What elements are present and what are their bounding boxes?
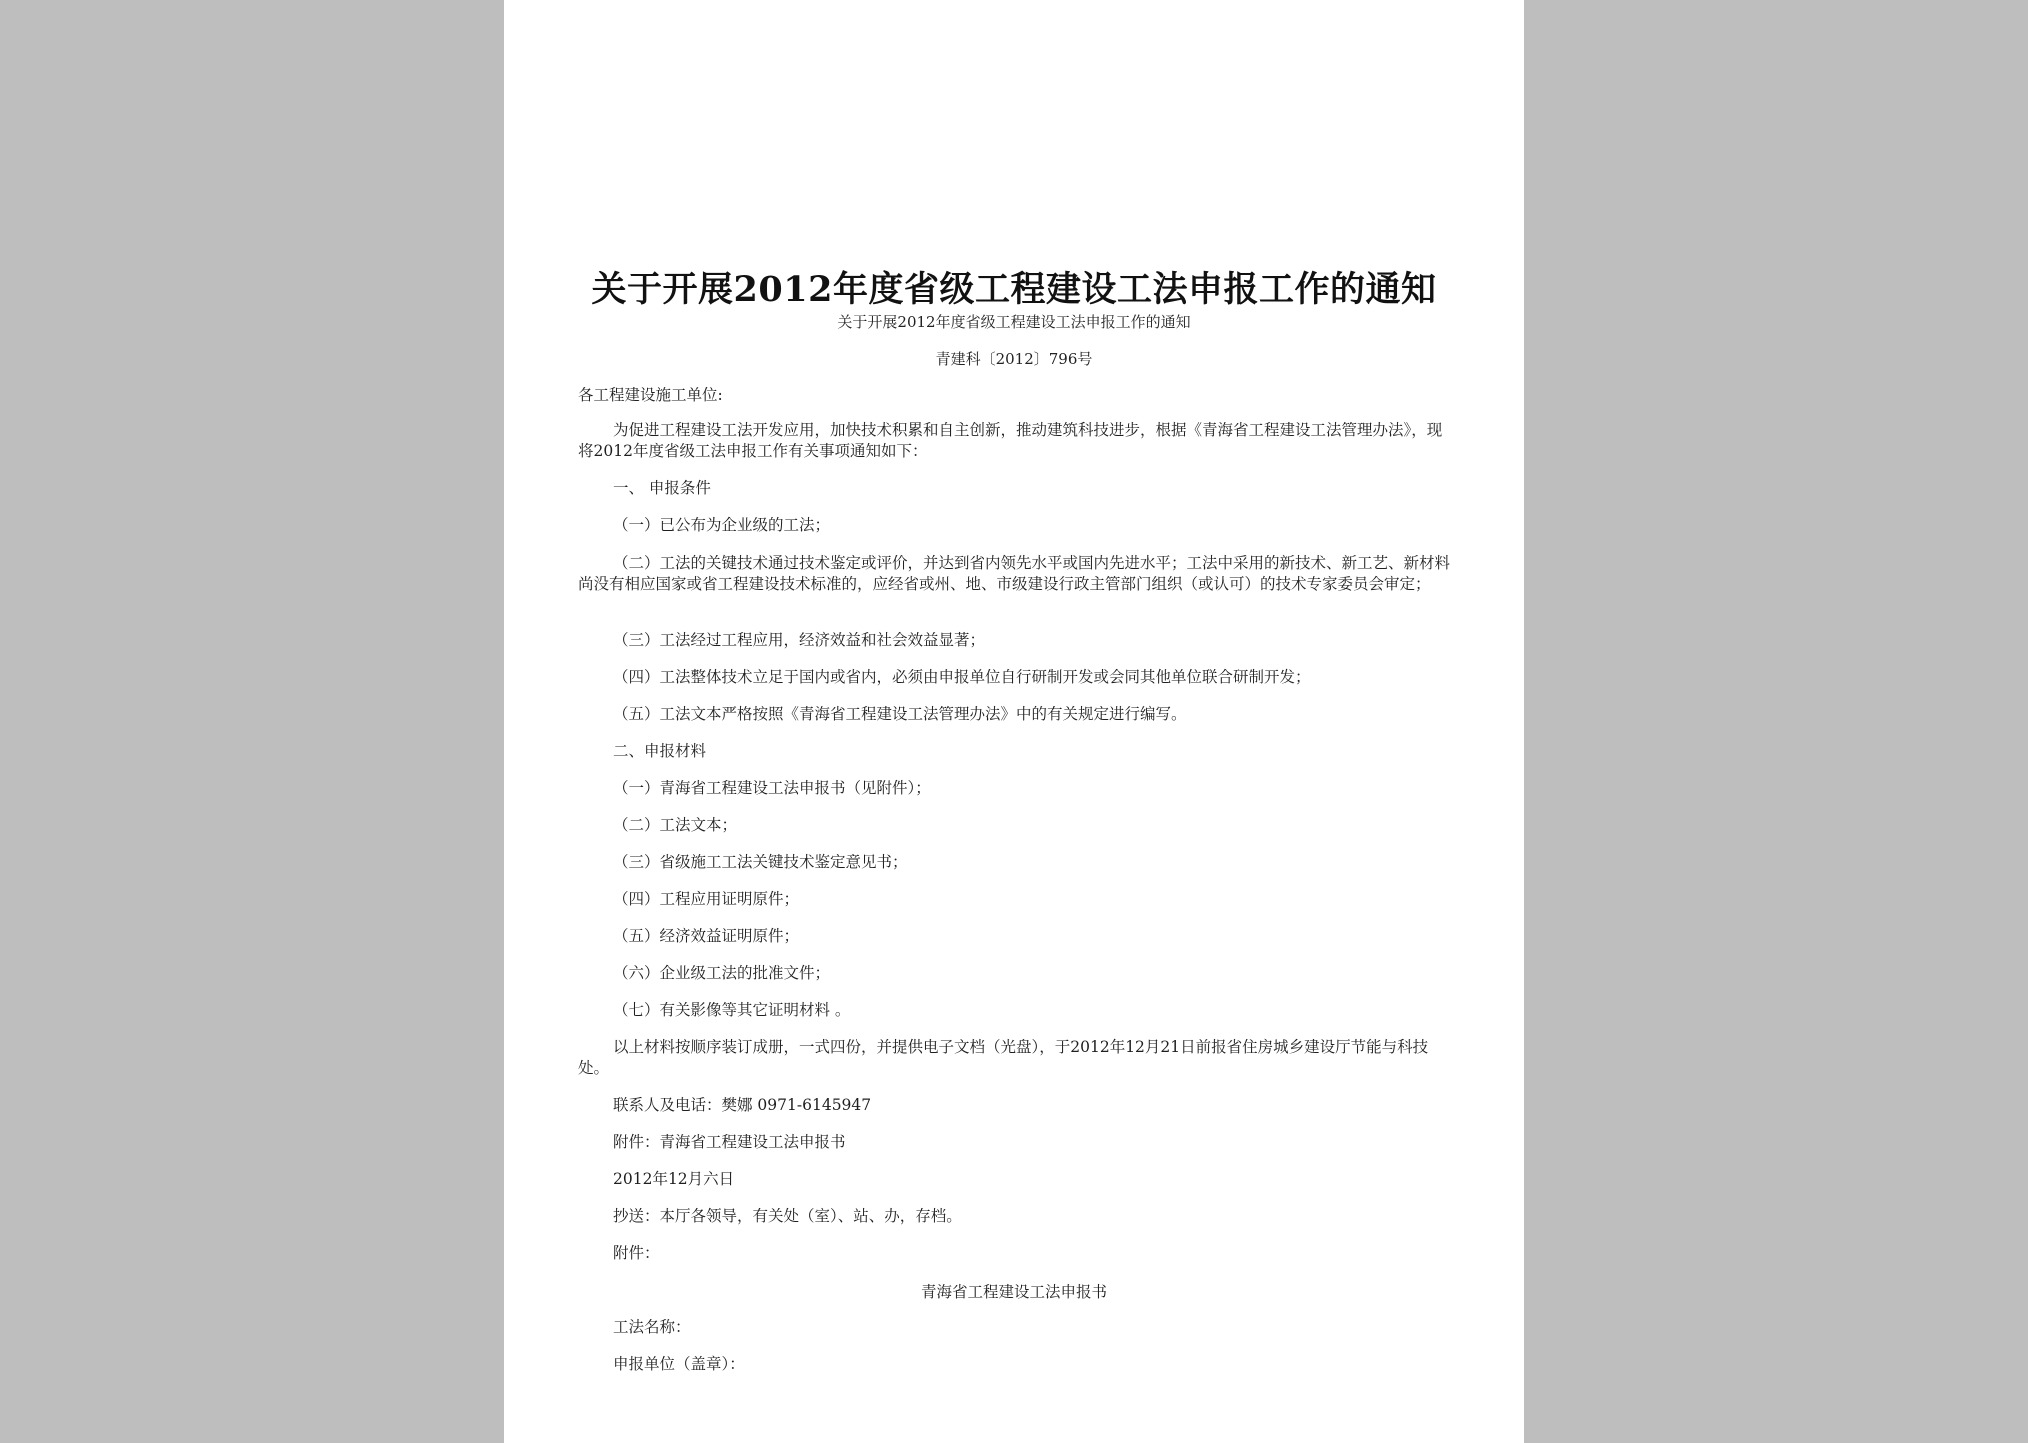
- section1-item: （五）工法文本严格按照《青海省工程建设工法管理办法》中的有关规定进行编写。: [613, 705, 1187, 723]
- attachment-label: 附件：: [613, 1244, 660, 1262]
- salutation: 各工程建设施工单位:: [578, 386, 723, 404]
- section1-item: （一）已公布为企业级的工法；: [613, 516, 831, 534]
- section2-item: （一）青海省工程建设工法申报书（见附件）；: [613, 779, 931, 797]
- section2-item: （二）工法文本；: [613, 816, 738, 834]
- section2-item: （六）企业级工法的批准文件；: [613, 964, 831, 982]
- intro-paragraph: 为促进工程建设工法开发应用，加快技术积累和自主创新，推动建筑科技进步，根据《青海省工程建设工法管理办法》，现将2012年度省级工法申报工作有关事项通知如下：: [578, 421, 1443, 460]
- section2-item: （四）工程应用证明原件；: [613, 890, 800, 908]
- document-subtitle: 关于开展2012年度省级工程建设工法申报工作的通知: [837, 313, 1191, 331]
- document-page: [504, 0, 1524, 1443]
- submission-paragraph: 以上材料按顺序装订成册，一式四份，并提供电子文档（光盘），于2012年12月21日前报省住房城乡建设厅节能与科技处。: [578, 1038, 1429, 1077]
- section2-item: （七）有关影像等其它证明材料 。: [613, 1001, 851, 1019]
- form-field-applicant: 申报单位（盖章）：: [613, 1355, 745, 1373]
- section2-item: （三）省级施工工法关键技术鉴定意见书；: [613, 853, 908, 871]
- document-number: 青建科〔2012〕796号: [935, 350, 1093, 368]
- section1-heading: 一、 申报条件: [613, 479, 711, 497]
- section1-item: （四）工法整体技术立足于国内或省内，必须由申报单位自行研制开发或会同其他单位联合研制开发；: [613, 668, 1311, 686]
- section2-heading: 二、申报材料: [613, 742, 707, 760]
- attachment-line: 附件：青海省工程建设工法申报书: [613, 1133, 846, 1151]
- section1-item: （二）工法的关键技术通过技术鉴定或评价，并达到省内领先水平或国内先进水平；工法中采用的新技术、新工艺、新材料尚没有相应国家或省工程建设技术标准的，应经省或州、地、市级建设行政主管部门组织（或认可）的技术专家委员会审定；: [578, 554, 1451, 593]
- cc-line: 抄送：本厅各领导，有关处（室）、站、办，存档。: [613, 1207, 962, 1225]
- document-title: 关于开展2012年度省级工程建设工法申报工作的通知: [591, 269, 1437, 310]
- contact-line: 联系人及电话：樊娜 0971-6145947: [613, 1096, 872, 1114]
- form-field-method-name: 工法名称：: [613, 1318, 691, 1336]
- form-title: 青海省工程建设工法申报书: [920, 1283, 1107, 1301]
- section2-item: （五）经济效益证明原件；: [613, 927, 800, 945]
- document-date: 2012年12月六日: [613, 1170, 735, 1188]
- section1-item: （三）工法经过工程应用，经济效益和社会效益显著；: [613, 631, 986, 649]
